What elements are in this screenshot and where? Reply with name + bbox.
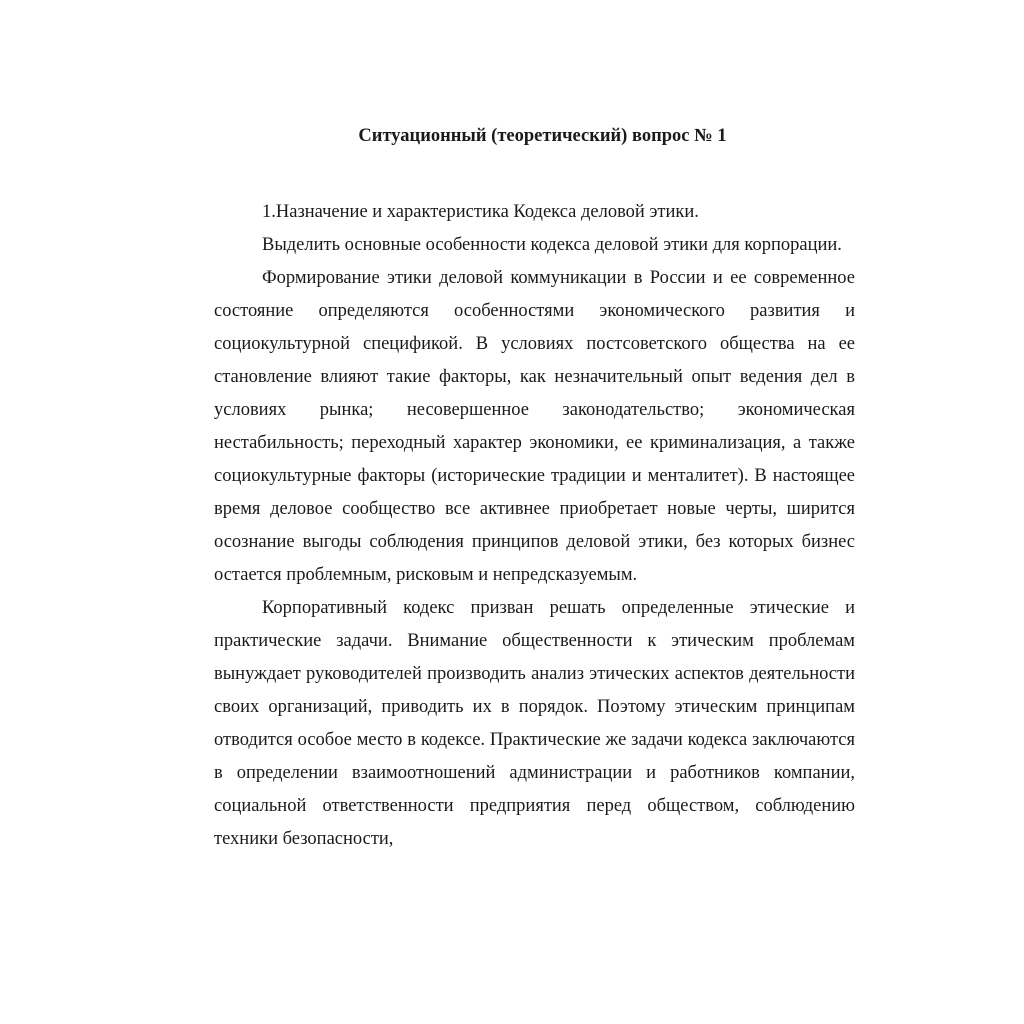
paragraph-corporate-code: Корпоративный кодекс призван решать определенные этические и практические задачи. Внимание общественности к этическим проблемам вынуждает руководителей производить анализ этических аспектов деятельности своих организаций, приводить их в порядок. Поэтому этическим принципам отводится особое место в кодексе. Практические же задачи кодекса заключаются в определении взаимоотношений администрации и работников компании, социальной ответственности предприятия перед обществом, соблюдению техники безопасности, xyxy=(214,598,855,849)
document-body xyxy=(214,122,855,856)
paragraph-task: Выделить основные особенности кодекса деловой этики для корпорации. xyxy=(262,235,842,255)
question-heading: 1.Назначение и характеристика Кодекса деловой этики. xyxy=(262,202,699,222)
paragraph-formation: Формирование этики деловой коммуникации в России и ее современное состояние определяются особенностями экономического развития и социокультурной спецификой. В условиях постсоветского общества на ее становление влияют такие факторы, как незначительный опыт ведения дел в условиях рынка; несовершенное законодательство; экономическая нестабильность; переходный характер экономики, ее криминализация, а также социокультурные факторы (исторические традиции и менталитет). В настоящее время деловое сообщество все активнее приобретает новые черты, ширится осознание выгоды соблюдения принципов деловой этики, без которых бизнес остается проблемным, рисковым и непредсказуемым. xyxy=(214,268,855,585)
document-title: Ситуационный (теоретический) вопрос № 1 xyxy=(358,126,727,146)
